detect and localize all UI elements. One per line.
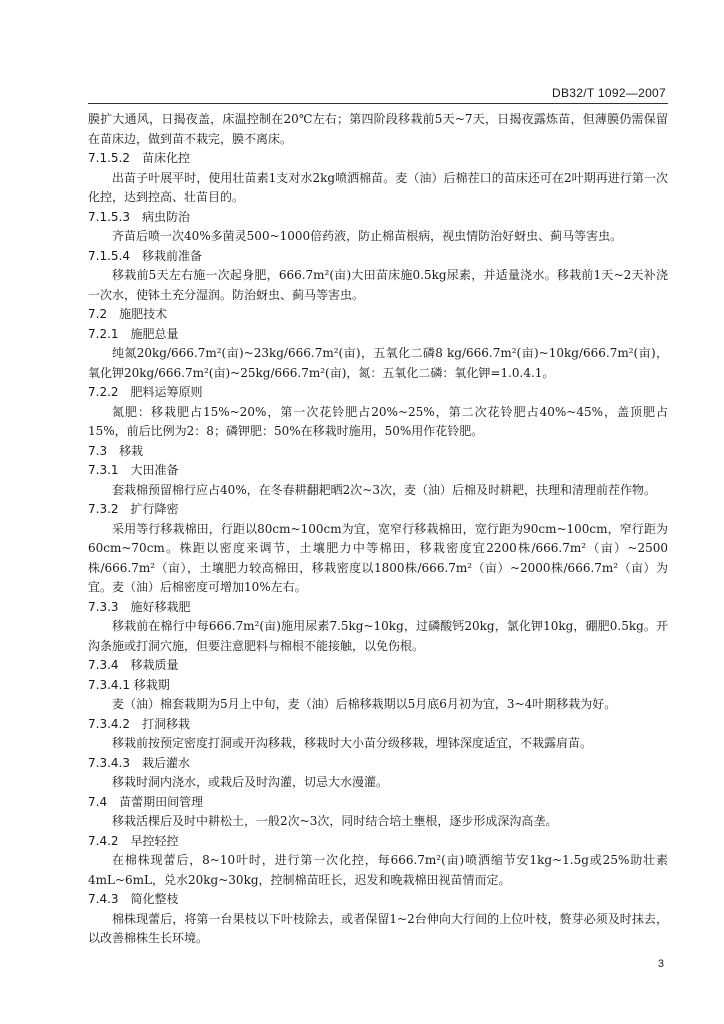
body-paragraph: 移栽前按预定密度打洞或开沟移栽，移栽时大小苗分级移栽，埋钵深度适宜，不栽露肩苗。 bbox=[112, 736, 593, 750]
header-divider bbox=[88, 103, 668, 104]
section-heading: 7.3.2 扩行降密 bbox=[88, 502, 179, 516]
section-heading: 7.4 苗蕾期田间管理 bbox=[88, 794, 204, 809]
body-paragraph: 移栽时洞内浇水，或栽后及时沟灌，切忌大水漫灌。 bbox=[112, 775, 389, 789]
body-paragraph: 采用等行移栽棉田，行距以80cm~100cm为宜，宽窄行移栽棉田，宽行距为90cm~100cm，窄行距为60cm~70cm。株距以密度来调节，土壤肥力中等棉田，移栽密度宜2200株/666.7m²（亩）~2500株/666.7m²（亩），土壤肥力较高棉田，移栽密度以1800株/666.7m²（亩）~2000株/666.7m²（亩）为宜。麦（油）后棉密度可增加10%左右。 bbox=[88, 521, 668, 594]
section-heading: 7.4.2 早控轻控 bbox=[88, 833, 179, 848]
body-paragraph: 麦（油）棉套栽期为5月上中旬，麦（油）后棉移栽期以5月底6月初为宜，3~4叶期移栽为好。 bbox=[112, 697, 617, 711]
body-paragraph: 移栽前在棉行中每666.7m²(亩)施用尿素7.5kg~10kg，过磷酸钙20kg，氯化钾10kg，硼肥0.5kg。开沟条施或打洞穴施，但要注意肥料与棉根不能接触，以免伤根。 bbox=[88, 619, 668, 653]
section-heading: 7.3.4.3 栽后灌水 bbox=[88, 755, 190, 770]
standard-code: DB32/T 1092—2007 bbox=[552, 86, 666, 100]
section-heading: 7.4.3 简化整枝 bbox=[88, 892, 179, 906]
section-heading: 7.3 移栽 bbox=[88, 443, 144, 458]
body-paragraph: 在棉株现蕾后，8~10叶时，进行第一次化控，每666.7m²(亩)喷洒缩节安1kg~1.5g或25%助壮素4mL~6mL，兑水20kg~30kg，控制棉苗旺长，迟发和晚栽棉田视苗情而定。 bbox=[88, 853, 668, 887]
body-paragraph: 棉株现蕾后，将第一台果枝以下叶枝除去，或者保留1~2台伸向大行间的上位叶枝，赘芽必须及时抹去，以改善棉株生长环境。 bbox=[88, 911, 668, 945]
section-heading: 7.1.5.2 苗床化控 bbox=[88, 151, 190, 165]
body-paragraph: 纯氮20kg/666.7m²(亩)~23kg/666.7m²(亩)，五氧化二磷8 kg/666.7m²(亩)~10kg/666.7m²(亩)，氧化钾20kg/666.7m²(亩)~25kg/666.7m²(亩)，氮：五氧化二磷：氧化钾=1.0.4.1。 bbox=[88, 346, 668, 380]
section-heading: 7.2.1 施肥总量 bbox=[88, 326, 179, 341]
section-heading: 7.2.2 肥料运筹原则 bbox=[88, 385, 203, 399]
section-heading: 7.3.3 施好移栽肥 bbox=[88, 599, 191, 614]
body-paragraph: 出苗子叶展平时，使用壮苗素1支对水2kg喷洒棉苗。麦（油）后棉茬口的苗床还可在2叶期再进行第一次化控，达到控高、壮苗目的。 bbox=[88, 170, 668, 204]
page-number: 3 bbox=[657, 958, 664, 970]
section-heading: 7.1.5.4 移栽前准备 bbox=[88, 248, 202, 263]
document-body bbox=[88, 110, 668, 949]
body-paragraph: 氮肥：移栽肥占15%~20%，第一次花铃肥占20%~25%，第二次花铃肥占40%~45%，盖顶肥占15%，前后比例为2：8；磷钾肥：50%在移栽时施用，50%用作花铃肥。 bbox=[88, 404, 668, 438]
body-paragraph: 齐苗后喷一次40%多菌灵500~1000倍药液，防止棉苗根病，视虫情防治好蚜虫、蓟马等害虫。 bbox=[112, 229, 623, 243]
section-heading: 7.3.1 大田准备 bbox=[88, 463, 179, 477]
section-heading: 7.3.4.2 打洞移栽 bbox=[88, 716, 190, 731]
body-paragraph: 移栽活棵后及时中耕松土，一般2次~3次，同时结合培土壅根，逐步形成深沟高垄。 bbox=[112, 814, 558, 828]
section-heading: 7.1.5.3 病虫防治 bbox=[88, 209, 190, 224]
section-heading: 7.3.4.1 移栽期 bbox=[88, 677, 170, 692]
body-paragraph: 膜扩大通风，日揭夜盖，床温控制在20℃左右；第四阶段移栽前5天~7天，日揭夜露炼苗，但薄膜仍需保留在苗床边，做到苗不栽完，膜不离床。 bbox=[88, 112, 668, 146]
body-paragraph: 套栽棉预留棉行应占40%，在冬春耕翻耙晒2次~3次，麦（油）后棉及时耕耙，扶理和清理前茬作物。 bbox=[112, 482, 656, 497]
body-paragraph: 移栽前5天左右施一次起身肥，666.7m²(亩)大田苗床施0.5kg尿素，并适量浇水。移栽前1天~2天补浇一次水，使钵土充分湿润。防治蚜虫、蓟马等害虫。 bbox=[88, 268, 668, 302]
section-heading: 7.3.4 移栽质量 bbox=[88, 658, 179, 672]
section-heading: 7.2 施肥技术 bbox=[88, 307, 168, 321]
